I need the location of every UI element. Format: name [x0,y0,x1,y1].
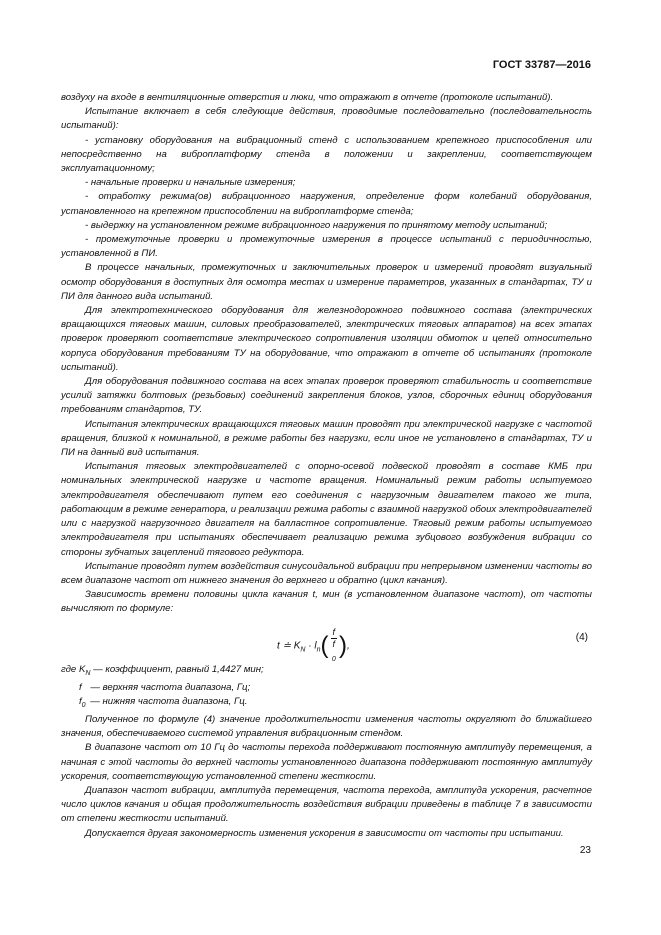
paragraph: В процессе начальных, промежуточных и заключительных проверок и измерений проводят визуальный осмотр оборудования в доступных для осмотра местах и измерение параметров, указанных в стандартах, ТУ и ПИ для данного вида испытаний. [61,262,592,302]
definition-row: $f_0$ — нижняя частота диапазона, Гц. [79,695,248,709]
formula-expression: t ≐ $K_N \cdot l_n$( f f $_0$ ), [277,626,350,663]
list-item: - отработку режима(ов) вибрационного нагружения, определение форм колебаний оборудования, установленного на крепежном приспособлении на виброплатформе стенда; [61,191,592,217]
paragraph: Испытание включает в себя следующие действия, проводимые последовательно (последовательность испытаний): [61,106,592,132]
paragraph: Зависимость времени половины цикла качания t, мин (в установленном диапазоне частот), от частоты вычисляют по формуле: [61,589,592,615]
list-item: - выдержку на установленном режиме вибрационного нагружения по принятому методу испытаний; [85,219,548,231]
paragraph: Допускается другая закономерность изменения ускорения в зависимости от частоты при испытании. [85,827,564,839]
paragraph: Диапазон частот вибрации, амплитуда перемещения, частота перехода, амплитуда ускорения, расчетное число циклов качания и общая продолжительность воздействия вибрации приведены в таблице 7 в зависимости от степени жесткости испытаний. [61,784,592,825]
paragraph: Испытания тяговых электродвигателей с опорно-осевой подвеской проводят в составе КМБ при номинальных электрической нагрузке и частоте вращения. Номинальный режим работы испытуемого электродвигателя обеспечивают путем его соединения с нагрузочным двигателем такого же типа, работающим в режиме генератора, и реализации режима работы с взаимной нагрузкой обоих электродвигателей или с нагрузкой нагрузочного двигателя на балластное сопротивление. Тяговый режим работы испытуемого электродвигателя при испытаниях обеспечивает реализацию режима зубцового возбуждения вибрации со стороны зубчатых зацеплений тягового редуктора. [61,461,593,558]
definition-row: f — верхняя частота диапазона, Гц; [79,681,251,693]
definition-row: где $K_N$ — коэффициент, равный 1,4427 мин; [61,663,264,677]
list-item: - промежуточные проверки и промежуточные измерения в процессе испытаний с периодичностью, установленной в ПИ. [61,234,592,260]
document-body [61,91,592,841]
formula-number: (4) [575,631,588,643]
paragraph: Полученное по формуле (4) значение продолжительности изменения частоты округляют до ближайшего значения, обеспечиваемого системой управления вибрационным стендом. [61,713,592,740]
paragraph: Испытания электрических вращающихся тяговых машин проводят при электрической нагрузке с частотой вращения, близкой к номинальной, в режиме работы без нагрузки, если иное не установлено в стандартах, ТУ и ПИ на данный вид испытания. [61,418,592,459]
formula-4 [61,619,592,663]
paragraph: Испытание проводят путем воздействия синусоидальной вибрации при непрерывном изменении частоты во всем диапазоне частот от нижнего значения до верхнего и обратно (цикл качания). [61,560,592,586]
paragraph: воздуху на входе в вентиляционные отверстия и люки, что отражают в отчете (протоколе испытаний). [61,92,554,103]
list-item: - установку оборудования на вибрационный стенд с использованием крепежного приспособления или непосредственно на виброплатформу стенда в положении и закреплении, соответствующем эксплуатационному; [61,134,592,175]
paragraph: Для оборудования подвижного состава на всех этапах проверок проверяют стабильность и соответствие усилий затяжки болтовых (резьбовых) соединений закрепления блоков, узлов, сборочных единиц оборудования требованиям стандартов, ТУ. [61,376,592,416]
document-code: ГОСТ 33787—2016 [492,59,591,71]
fraction: f f $_0$ [331,626,336,663]
list-item: - начальные проверки и начальные измерения; [85,177,296,189]
paragraph: В диапазоне частот от 10 Гц до частоты перехода поддерживают постоянную амплитуду перемещения, а начиная с этой частоты до верхней частоты установленного диапазона поддерживают постоянную амплитуду ускорения, соответствующую установленной степени жесткости. [61,742,592,782]
formula-definitions [61,663,592,713]
page-number: 23 [579,845,591,856]
paragraph: Для электротехнического оборудования для железнодорожного подвижного состава (электрических вращающихся тяговых машин, силовых преобразователей, электрических тяговых аппаратов) на всех этапах проверок проверяют соответствие электрического сопротивления изоляции обмоток и цепей относительно корпуса оборудования требованиям ТУ на оборудование, что отражают в отчете об испытаниях (протоколе испытаний). [61,305,592,373]
